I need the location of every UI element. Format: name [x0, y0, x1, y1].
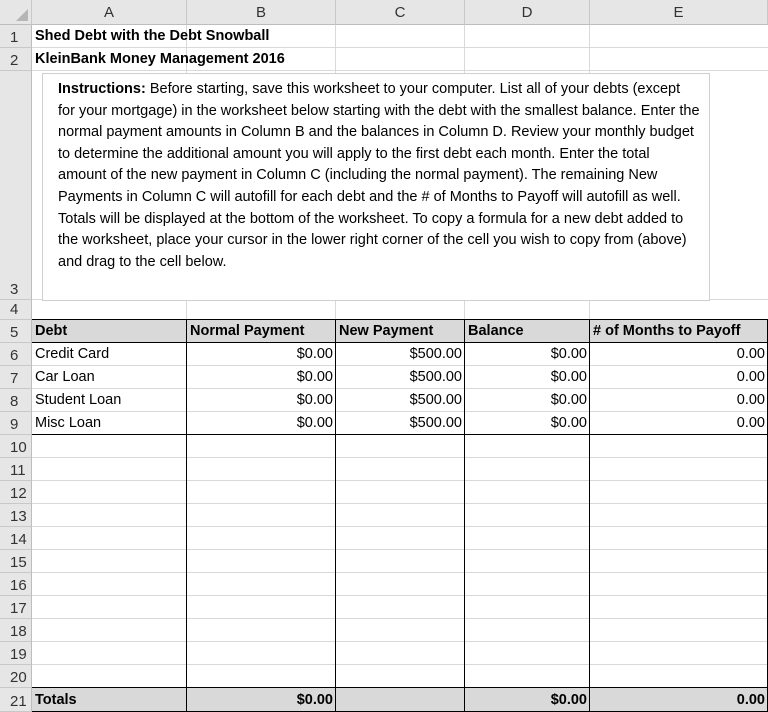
row-header-13[interactable]: 13	[0, 504, 32, 527]
empty-cell[interactable]	[336, 435, 465, 458]
table-border	[32, 342, 768, 343]
totals-cell-4[interactable]: 0.00	[590, 688, 768, 712]
empty-cell[interactable]	[187, 596, 336, 619]
select-all-icon	[16, 9, 28, 21]
select-all-corner[interactable]	[0, 0, 32, 25]
table-cell[interactable]: $0.00	[296, 415, 333, 431]
empty-cell[interactable]	[32, 642, 187, 665]
table-border	[32, 434, 768, 435]
empty-cell[interactable]	[590, 458, 768, 481]
empty-cell[interactable]	[32, 435, 187, 458]
table-header-0[interactable]: Debt	[32, 320, 187, 343]
empty-cell[interactable]	[336, 458, 465, 481]
table-cell[interactable]: $500.00	[409, 415, 462, 431]
column-header-a[interactable]: A	[32, 0, 187, 25]
empty-cell[interactable]	[590, 665, 768, 688]
empty-cell[interactable]	[590, 642, 768, 665]
empty-cell[interactable]	[465, 435, 590, 458]
empty-cell[interactable]	[187, 665, 336, 688]
empty-cell[interactable]	[187, 481, 336, 504]
row-header-18[interactable]: 18	[0, 619, 32, 642]
row-header-3[interactable]: 3	[0, 71, 32, 300]
empty-cell[interactable]	[32, 665, 187, 688]
empty-cell[interactable]	[590, 481, 768, 504]
empty-cell[interactable]	[465, 504, 590, 527]
empty-cell[interactable]	[336, 504, 465, 527]
table-border	[335, 320, 336, 712]
row-header-10[interactable]: 10	[0, 435, 32, 458]
instructions-textbox[interactable]	[42, 73, 710, 301]
totals-cell-0[interactable]: Totals	[32, 688, 187, 712]
row-header-11[interactable]: 11	[0, 458, 32, 481]
row-header-16[interactable]: 16	[0, 573, 32, 596]
table-cell[interactable]: 0.00	[736, 346, 765, 362]
empty-cell[interactable]	[465, 619, 590, 642]
row-header-19[interactable]: 19	[0, 642, 32, 665]
empty-cell[interactable]	[590, 573, 768, 596]
table-border	[186, 320, 187, 712]
row-header-6[interactable]: 6	[0, 343, 32, 366]
empty-cell[interactable]	[187, 619, 336, 642]
table-cell[interactable]: $0.00	[550, 392, 587, 408]
empty-cell[interactable]	[590, 596, 768, 619]
row-header-9[interactable]: 9	[0, 412, 32, 435]
empty-cell[interactable]	[336, 596, 465, 619]
table-header-1[interactable]: Normal Payment	[187, 320, 336, 343]
column-header-e[interactable]: E	[590, 0, 768, 25]
totals-cell-3[interactable]: $0.00	[465, 688, 590, 712]
instructions-label: Instructions:	[58, 81, 146, 97]
empty-cell[interactable]	[590, 504, 768, 527]
instructions-text: Before starting, save this worksheet to your computer. List all of your debts (except for your mortgage) in the worksheet below starting with the debt with the smallest balance. Enter the normal payment amounts in Column B and the balances in Column D. Review your monthly budget to determine the additional amount you will apply to the first debt each month. Enter the total amount of the new payment in Column C (including the normal payment). The remaining New Payments in Column C will autofill for each debt and the # of Months to Payoff will autofill as well. Totals will be displayed at the bottom of the worksheet. To copy a formula for a new debt added to the worksheet, place your cursor in the lower right corner of the cell you wish to copy from (above) and drag to the cell below.	[58, 81, 700, 270]
empty-cell[interactable]	[465, 596, 590, 619]
table-cell[interactable]: $0.00	[550, 369, 587, 385]
table-header-3[interactable]: Balance	[465, 320, 590, 343]
empty-cell[interactable]	[187, 435, 336, 458]
empty-cell[interactable]	[336, 642, 465, 665]
table-cell[interactable]: $0.00	[550, 415, 587, 431]
empty-cell[interactable]	[336, 481, 465, 504]
empty-cell[interactable]	[32, 527, 187, 550]
table-cell[interactable]: Misc Loan	[35, 415, 102, 431]
row-header-1[interactable]: 1	[0, 25, 32, 48]
empty-cell[interactable]	[465, 573, 590, 596]
empty-cell[interactable]	[187, 642, 336, 665]
empty-cell[interactable]	[187, 504, 336, 527]
empty-cell[interactable]	[465, 458, 590, 481]
empty-cell[interactable]	[187, 550, 336, 573]
row-header-5[interactable]: 5	[0, 320, 32, 343]
column-header-b[interactable]: B	[187, 0, 336, 25]
cell-a2[interactable]: KleinBank Money Management 2016	[35, 51, 285, 67]
column-header-d[interactable]: D	[465, 0, 590, 25]
table-header-4[interactable]: # of Months to Payoff	[590, 320, 768, 343]
empty-cell[interactable]	[32, 573, 187, 596]
empty-cell[interactable]	[465, 550, 590, 573]
totals-cell-2[interactable]	[336, 688, 465, 712]
empty-cell[interactable]	[336, 573, 465, 596]
table-cell[interactable]: $0.00	[550, 346, 587, 362]
table-cell[interactable]: 0.00	[736, 369, 765, 385]
table-cell[interactable]: 0.00	[736, 415, 765, 431]
empty-cell[interactable]	[32, 596, 187, 619]
cell-a1[interactable]: Shed Debt with the Debt Snowball	[35, 28, 270, 44]
empty-cell[interactable]	[32, 550, 187, 573]
empty-cell[interactable]	[465, 665, 590, 688]
empty-cell[interactable]	[590, 527, 768, 550]
table-cell[interactable]: Student Loan	[35, 392, 122, 408]
table-cell[interactable]: 0.00	[736, 392, 765, 408]
table-cell[interactable]: $500.00	[409, 346, 462, 362]
empty-cell[interactable]	[590, 619, 768, 642]
table-cell[interactable]: Credit Card	[35, 346, 110, 362]
empty-cell[interactable]	[465, 642, 590, 665]
table-border	[32, 319, 768, 320]
empty-cell[interactable]	[187, 573, 336, 596]
empty-cell[interactable]	[32, 619, 187, 642]
row-header-14[interactable]: 14	[0, 527, 32, 550]
table-cell[interactable]: Car Loan	[35, 369, 95, 385]
empty-cell[interactable]	[336, 619, 465, 642]
table-cell[interactable]: $0.00	[296, 369, 333, 385]
row-header-4[interactable]: 4	[0, 300, 32, 320]
cell-grid[interactable]	[32, 25, 768, 712]
empty-cell[interactable]	[32, 504, 187, 527]
empty-cell[interactable]	[32, 481, 187, 504]
row-header-8[interactable]: 8	[0, 389, 32, 412]
row-header-17[interactable]: 17	[0, 596, 32, 619]
row-header-20[interactable]: 20	[0, 665, 32, 688]
table-header-2[interactable]: New Payment	[336, 320, 465, 343]
empty-cell[interactable]	[336, 527, 465, 550]
row-header-7[interactable]: 7	[0, 366, 32, 389]
empty-cell[interactable]	[336, 550, 465, 573]
empty-cell[interactable]	[187, 527, 336, 550]
table-cell[interactable]: $0.00	[296, 392, 333, 408]
row-header-2[interactable]: 2	[0, 48, 32, 71]
table-cell[interactable]: $500.00	[409, 392, 462, 408]
empty-cell[interactable]	[32, 458, 187, 481]
empty-cell[interactable]	[590, 550, 768, 573]
row-header-12[interactable]: 12	[0, 481, 32, 504]
row-header-21[interactable]: 21	[0, 688, 32, 712]
empty-cell[interactable]	[590, 435, 768, 458]
empty-cell[interactable]	[465, 527, 590, 550]
empty-cell[interactable]	[336, 665, 465, 688]
table-border	[32, 687, 768, 688]
totals-cell-1[interactable]: $0.00	[187, 688, 336, 712]
table-cell[interactable]: $500.00	[409, 369, 462, 385]
empty-cell[interactable]	[465, 481, 590, 504]
row-header-15[interactable]: 15	[0, 550, 32, 573]
table-cell[interactable]: $0.00	[296, 346, 333, 362]
table-border	[589, 320, 590, 712]
empty-cell[interactable]	[187, 458, 336, 481]
table-border	[464, 320, 465, 712]
column-header-c[interactable]: C	[336, 0, 465, 25]
